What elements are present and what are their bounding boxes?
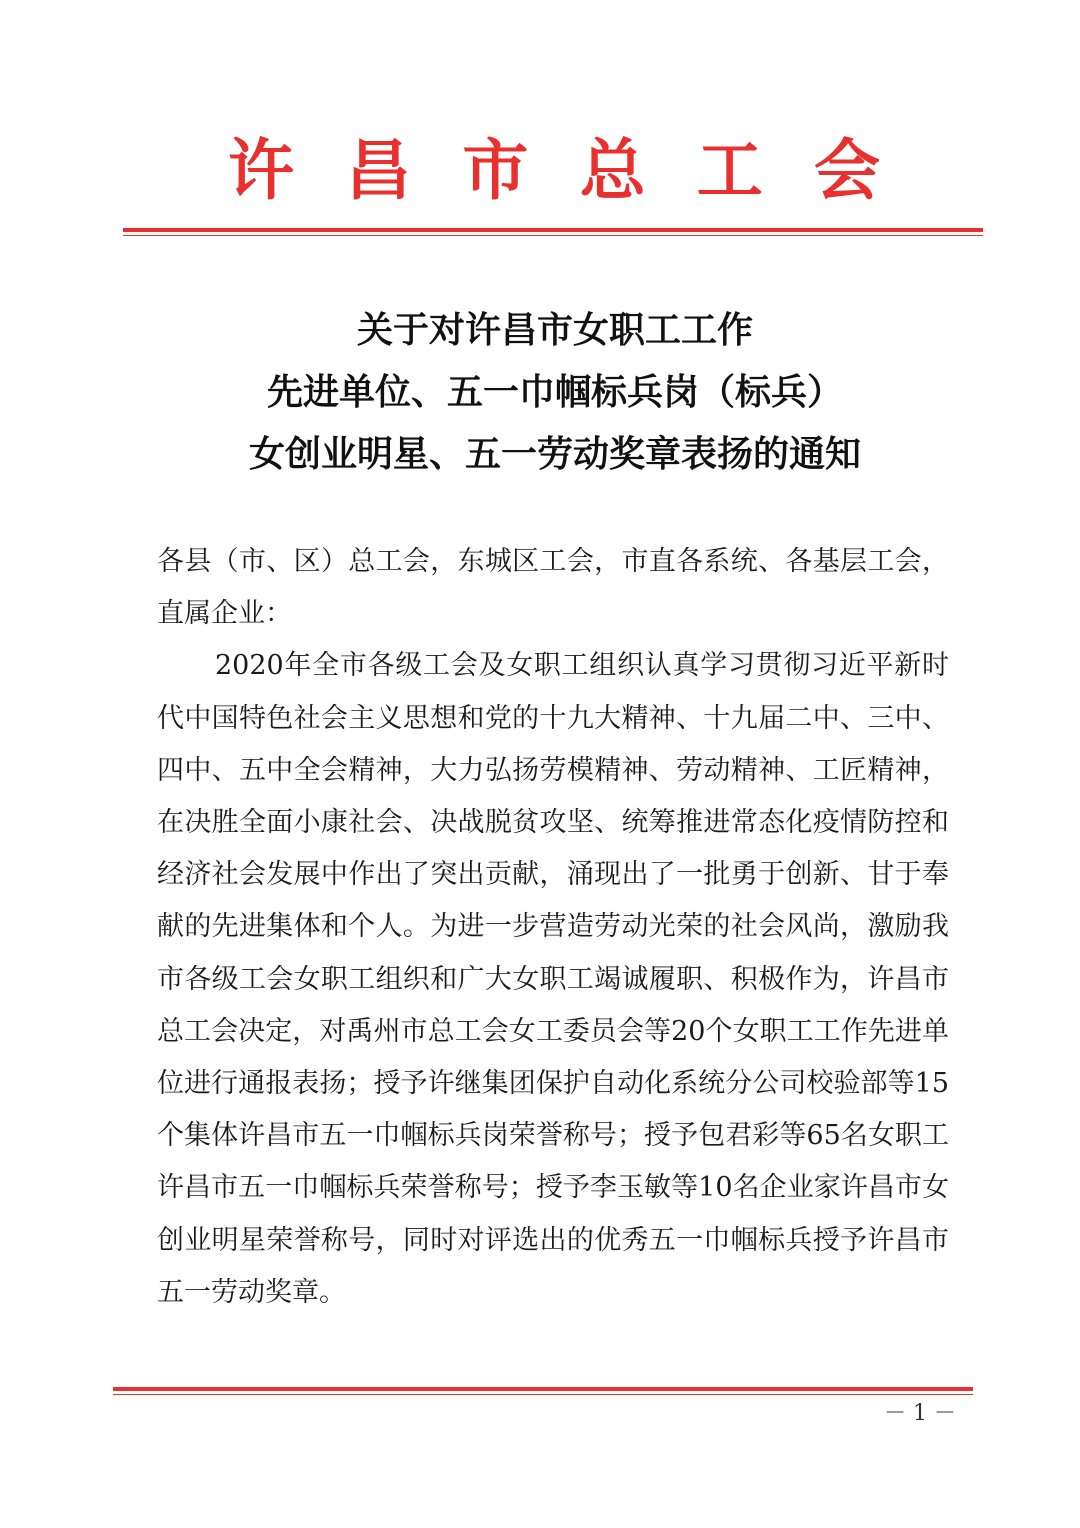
salutation: 各县（市、区）总工会，东城区工会，市直各系统、各基层工会，直属企业： [157, 546, 949, 630]
masthead-divider [123, 228, 983, 232]
footer-divider [113, 1387, 973, 1391]
body-paragraph-1: 2020年全市各级工会及女职工组织认真学习贯彻习近平新时代中国特色社会主义思想和党的十九大精神、十九届二中、三中、四中、五中全会精神，大力弘扬劳模精神、劳动精神、工匠精神，在决胜全面小康社会、决战脱贫攻坚、统筹推进常态化疫情防控和经济社会发展中作出了突出贡献，涌现出了一批勇于创新、甘于奉献的先进集体和个人。为进一步营造劳动光荣的社会风尚，激励我市各级工会女职工组织和广大女职工竭诚履职、积极作为，许昌市总工会决定，对禹州市总工会女工委员会等20个女职工工作先进单位进行通报表扬；授予许继集团保护自动化系统分公司校验部等15个集体许昌市五一巾帼标兵岗荣誉称号；授予包君彩等65名女职工许昌市五一巾帼标兵荣誉称号；授予李玉敏等10名企业家许昌市女创业明星荣誉称号，同时对评选出的优秀五一巾帼标兵授予许昌市五一劳动奖章。 [157, 650, 949, 1308]
document-title [140, 300, 970, 486]
title-line-3: 女创业明星、五一劳动奖章表扬的通知 [248, 434, 861, 475]
title-line-1: 关于对许昌市女职工工作 [356, 310, 753, 351]
footer-divider-thin [113, 1394, 973, 1395]
masthead-char-1: 许 [228, 132, 294, 209]
masthead [120, 128, 982, 214]
masthead-char-4: 总 [579, 132, 646, 209]
page-number: － 1 － [884, 1401, 956, 1426]
masthead-char-2: 昌 [345, 132, 412, 209]
masthead-char-6: 会 [813, 132, 880, 209]
masthead-char-3: 市 [462, 132, 529, 209]
masthead-char-5: 工 [696, 132, 763, 209]
document-body [157, 536, 949, 1319]
masthead-divider-thin [123, 235, 983, 236]
title-line-2: 先进单位、五一巾帼标兵岗（标兵） [266, 372, 843, 413]
